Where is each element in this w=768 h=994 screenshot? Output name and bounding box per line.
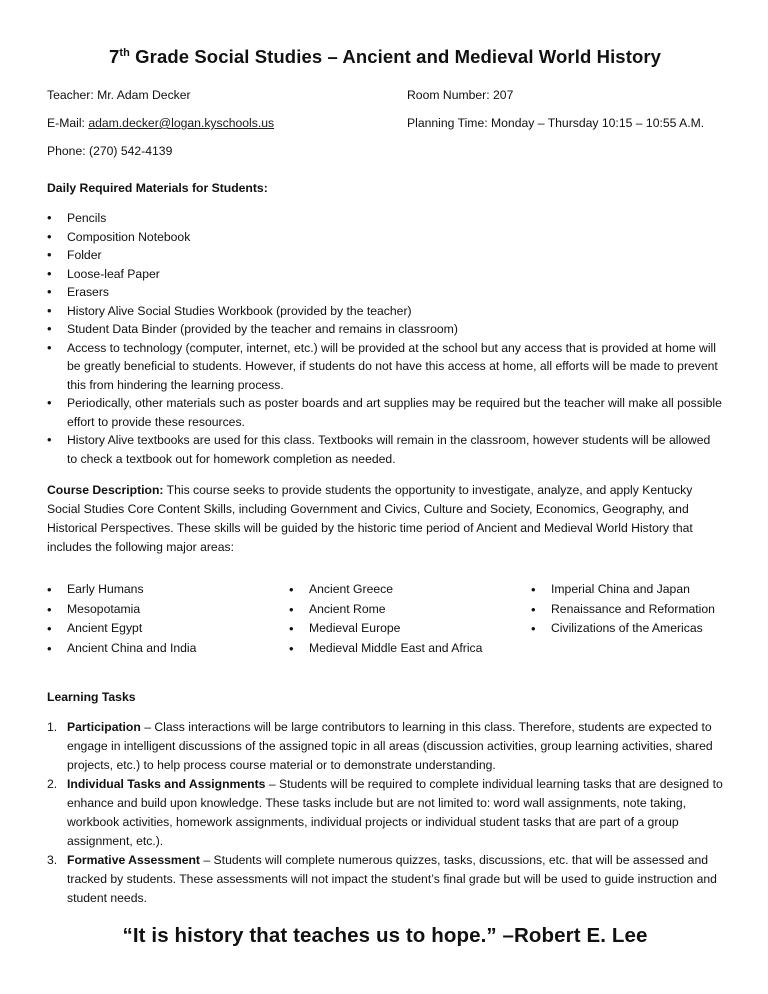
task-text: – Students will complete numerous quizzes, tasks, discussions, etc. that will be assessed and tracked by students. These assessments will not impact the student’s final grade but will be used to guide instruction and student needs. [67,853,717,905]
email-line [47,116,407,131]
list-item [47,775,723,851]
task-title: Individual Tasks and Assignments [67,777,266,791]
areas-column-2 [289,580,531,658]
closing-quote: “It is history that teaches us to hope.” –Robert E. Lee [122,924,648,947]
list-item: • Student Data Binder (provided by the teacher and remains in classroom) [47,320,723,339]
list-item: • Access to technology (computer, internet, etc.) will be provided at the school but any access that is provided at home will be greatly beneficial to students. However, if students do not have this access at home, all efforts will be made to prevent this from hindering the learning process. [47,339,723,395]
room-number: Room Number: 207 [407,88,514,102]
email-label: E-Mail: [47,116,89,130]
list-item: • Medieval Europe [289,619,531,639]
list-item: • History Alive Social Studies Workbook (provided by the teacher) [47,302,723,321]
list-item: • History Alive textbooks are used for this class. Textbooks will remain in the classroom, however students will be allowed to check a textbook out for homework completion as needed. [47,431,723,468]
task-number: 3. [47,853,58,867]
title-text: Grade Social Studies – Ancient and Medieval World History [129,46,662,67]
list-item [47,718,723,775]
course-description-text: This course seeks to provide students the opportunity to investigate, analyze, and apply Kentucky Social Studies Core Content Skills, including Government and Civics, Culture and Society, Economics, Geography, and Historical Perspectives. These skills will be guided by the historic time period of Ancient and Medieval World History that includes the following major areas: [47,483,693,554]
planning-time: Planning Time: Monday – Thursday 10:15 – 10:55 A.M. [407,116,705,130]
task-title: Formative Assessment [67,853,200,867]
list-item: • Early Humans [47,580,289,600]
task-number: 2. [47,777,58,791]
title-grade-suffix: th [119,47,130,59]
page-title [47,46,723,68]
teacher-name: Teacher: Mr. Adam Decker [47,88,191,102]
list-item [47,851,723,908]
list-item: • Folder [47,246,723,265]
list-item: • Ancient Greece [289,580,531,600]
learning-tasks-heading: Learning Tasks [47,690,136,704]
learning-tasks-list [47,718,723,908]
info-row-1 [47,88,723,103]
list-item: • Imperial China and Japan [531,580,723,600]
materials-list [47,209,723,468]
title-grade-number: 7 [108,46,120,67]
list-item: • Mesopotamia [47,600,289,620]
task-title: Participation [67,720,141,734]
list-item: • Renaissance and Reformation [531,600,723,620]
list-item: • Periodically, other materials such as poster boards and art supplies may be required but the teacher will make all possible effort to provide these resources. [47,394,723,431]
list-item: • Erasers [47,283,723,302]
phone-number: Phone: (270) 542-4139 [47,144,173,158]
areas-column-3 [531,580,723,658]
major-areas [47,580,723,658]
list-item: • Ancient Egypt [47,619,289,639]
document-page [47,40,723,948]
list-item: • Ancient China and India [47,639,289,659]
task-text: – Students will be required to complete individual learning tasks that are designed to enhance and build upon knowledge. These tasks include but are not limited to: word wall assignments, note taking, workbook activities, homework assignments, individual projects or individual student tasks that are part of a group assignment, etc.). [67,777,723,848]
info-row-3 [47,144,723,159]
list-item: • Medieval Middle East and Africa [289,639,531,659]
list-item: • Loose-leaf Paper [47,265,723,284]
course-description [47,481,723,557]
task-number: 1. [47,720,58,734]
task-text: – Class interactions will be large contributors to learning in this class. Therefore, students are expected to engage in intelligent discussions of the assigned topic in all areas (discussion activities, group learning activities, shared projects, etc.) to help process course material or to demonstrate understanding. [67,720,713,772]
email-link[interactable]: adam.decker@logan.kyschools.us [88,116,275,130]
materials-heading: Daily Required Materials for Students: [47,181,268,195]
list-item: • Ancient Rome [289,600,531,620]
list-item: • Civilizations of the Americas [531,619,723,639]
list-item: • Composition Notebook [47,228,723,247]
list-item: • Pencils [47,209,723,228]
course-description-label: Course Description: [47,483,164,497]
areas-column-1 [47,580,289,658]
info-row-2 [47,116,723,131]
